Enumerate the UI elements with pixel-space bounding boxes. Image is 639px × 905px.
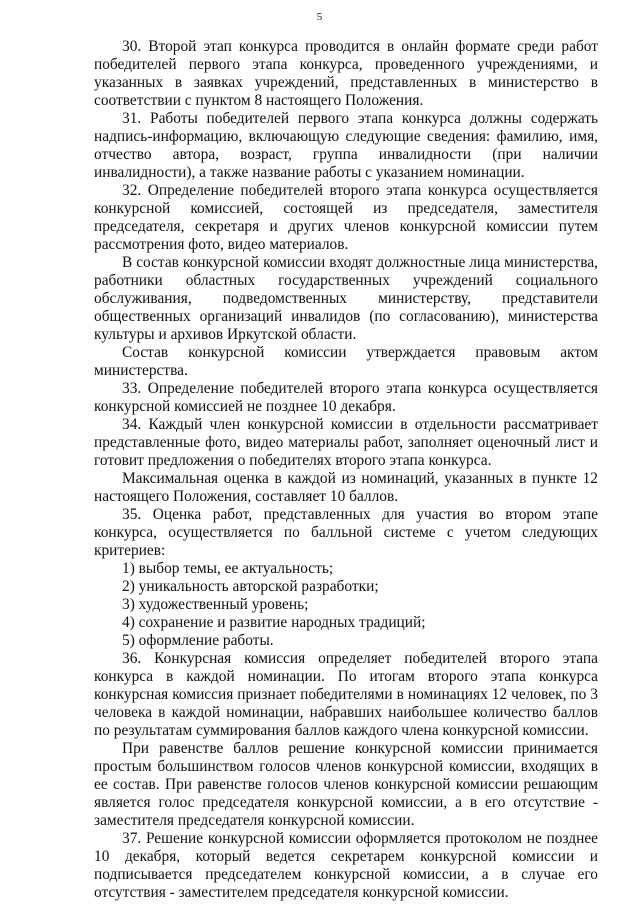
paragraph-30: 30. Второй этап конкурса проводится в онлайн формате среди работ победителей первого этапа конкурса, проведенного учреждениями, и указанных в заявках учреждений, представленных в министерство в соответствии с пунктом 8 настоящего Положения.	[94, 38, 598, 109]
paragraph-33: 33. Определение победителей второго этапа конкурса осуществляется конкурсной комиссией не позднее 10 декабря.	[94, 380, 598, 415]
paragraph-37: 37. Решение конкурсной комиссии оформляется протоколом не позднее 10 декабря, который ведется секретарем конкурсной комиссии и подписывается председателем конкурсной комиссии, а в случае его отсутствия - заместителем председателя конкурсной комиссии.	[94, 830, 598, 901]
criteria-item: 1) выбор темы, ее актуальность;	[122, 560, 334, 577]
document-body	[94, 38, 598, 902]
paragraph-36: 36. Конкурсная комиссия определяет победителей второго этапа конкурса в каждой номинации. По итогам второго этапа конкурса конкурсная комиссия признает победителями в номинациях 12 человек, по 3 человека в каждой номинации, набравших наибольшее количество баллов по результатам суммирования баллов каждого члена конкурсной комиссии.	[94, 650, 598, 739]
paragraph-max-score: Максимальная оценка в каждой из номинаций, указанных в пункте 12 настоящего Положения, составляет 10 баллов.	[94, 470, 598, 505]
criteria-item: 3) художественный уровень;	[122, 596, 309, 613]
paragraph-32: 32. Определение победителей второго этапа конкурса осуществляется конкурсной комиссией, состоящей из председателя, заместителя председателя, секретаря и других членов конкурсной комиссии путем рассмотрения фото, видео материалов.	[94, 182, 598, 253]
paragraph-31: 31. Работы победителей первого этапа конкурса должны содержать надпись-информацию, включающую следующие сведения: фамилию, имя, отчество автора, возраст, группа инвалидности (при наличии инвалидности), а также название работы с указанием номинации.	[94, 110, 598, 181]
criteria-item: 5) оформление работы.	[122, 632, 274, 649]
paragraph-tie-rule: При равенстве баллов решение конкурсной комиссии принимается простым большинством голосов членов конкурсной комиссии, входящих в ее состав. При равенстве голосов членов конкурсной комиссии решающим является голос председателя конкурсной комиссии, а в его отсутствие - заместителя председателя конкурсной комиссии.	[94, 740, 598, 829]
paragraph-commission-composition: В состав конкурсной комиссии входят должностные лица министерства, работники областных государственных учреждений социального обслуживания, подведомственных министерству, представители общественных организаций инвалидов (по согласованию), министерства культуры и архивов Иркутской области.	[94, 254, 598, 343]
criteria-item: 4) сохранение и развитие народных традиций;	[122, 614, 426, 631]
paragraph-commission-approval: Состав конкурсной комиссии утверждается правовым актом министерства.	[94, 344, 598, 379]
criteria-item: 2) уникальность авторской разработки;	[122, 578, 379, 595]
paragraph-34: 34. Каждый член конкурсной комиссии в отдельности рассматривает представленные фото, видео материалы работ, заполняет оценочный лист и готовит предложения о победителях второго этапа конкурса.	[94, 416, 598, 469]
paragraph-35: 35. Оценка работ, представленных для участия во втором этапе конкурса, осуществляется по балльной системе с учетом следующих критериев:	[94, 506, 598, 559]
page-number: 5	[316, 11, 323, 23]
